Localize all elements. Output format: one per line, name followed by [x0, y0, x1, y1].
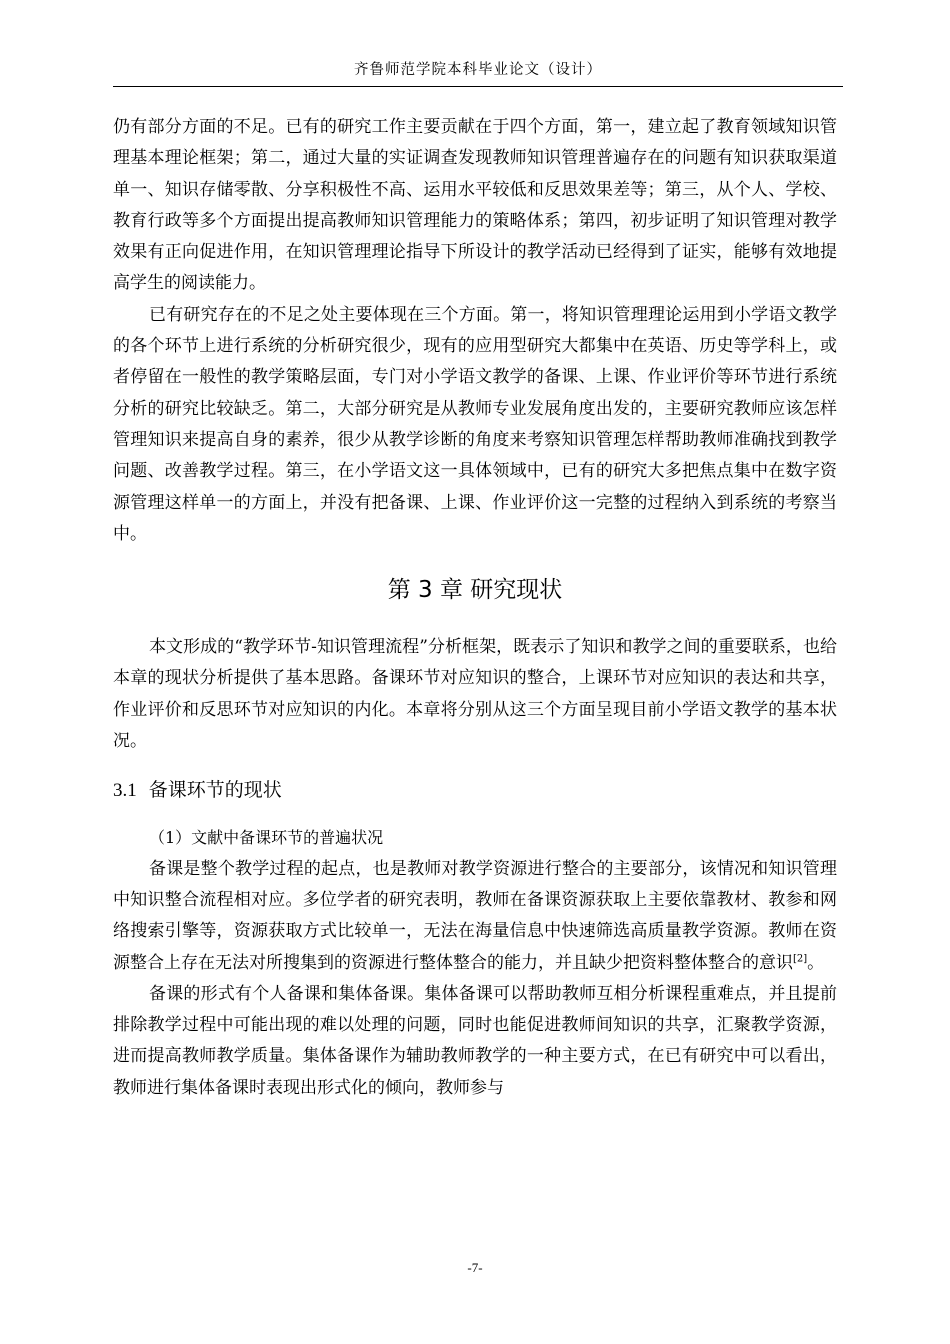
section-title: 备课环节的现状 — [148, 779, 282, 802]
page-number: -7- — [467, 1260, 483, 1275]
paragraph-2: 已有研究存在的不足之处主要体现在三个方面。第一，将知识管理理论运用到小学语文教学的各个环节上进行系统的分析研究很少，现有的应用型研究大都集中在英语、历史等学科上，或者停留在一般性的教学策略层面，专门对小学语文教学的备课、上课、作业评价等环节进行系统分析的研究比较缺乏。第二，大部分研究是从教师专业发展角度出发的，主要研究教师应该怎样管理知识来提高自身的素养，很少从教学诊断的角度来考察知识管理怎样帮助教师准确找到教学问题、改善教学过程。第三，在小学语文这一具体领域中，已有的研究大多把焦点集中在数字资源管理这样单一的方面上，并没有把备课、上课、作业评价这一完整的过程纳入到系统的考察当中。 — [113, 304, 837, 544]
subsection-heading: （1）文献中备课环节的普遍状况 — [149, 828, 384, 848]
running-header: 齐鲁师范学院本科毕业论文（设计） — [354, 62, 602, 78]
paragraph-3: 本文形成的“教学环节-知识管理流程”分析框架，既表示了知识和教学之间的重要联系，也给本章的现状分析提供了基本思路。备课环节对应知识的整合，上课环节对应知识的表达和共享，作业评价和反思环节对应知识的内化。本章将分别从这三个方面呈现目前小学语文教学的基本状况。 — [113, 637, 837, 752]
body-text — [113, 112, 837, 1104]
paragraph-1: 仍有部分方面的不足。已有的研究工作主要贡献在于四个方面，第一，建立起了教育领域知识管理基本理论框架；第二，通过大量的实证调查发现教师知识管理普遍存在的问题有知识获取渠道单一、知识存储零散、分享积极性不高、运用水平较低和反思效果差等；第三，从个人、学校、教育行政等多个方面提出提高教师知识管理能力的策略体系；第四，初步证明了知识管理对教学效果有正向促进作用，在知识管理理论指导下所设计的教学活动已经得到了证实，能够有效地提高学生的阅读能力。 — [113, 117, 837, 294]
citation-marker: [2] — [793, 952, 808, 964]
paragraph-5: 备课的形式有个人备课和集体备课。集体备课可以帮助教师互相分析课程重难点，并且提前排除教学过程中可能出现的难以处理的问题，同时也能促进教师间知识的共享，汇聚教学资源，进而提高教师教学质量。集体备课作为辅助教师教学的一种主要方式，在已有研究中可以看出，教师进行集体备课时表现出形式化的倾向，教师参与 — [113, 983, 837, 1098]
chapter-title: 第 3 章 研究现状 — [387, 577, 563, 604]
paragraph-4-text: 备课是整个教学过程的起点，也是教师对教学资源进行整合的主要部分，该情况和知识管理中知识整合流程相对应。多位学者的研究表明，教师在备课资源获取上主要依靠教材、教参和网络搜索引擎等，资源获取方式比较单一，无法在海量信息中快速筛选高质量教学资源。教师在资源整合上存在无法对所搜集到的资源进行整体整合的能力，并且缺少把资料整体整合的意识 — [113, 858, 837, 973]
paragraph-4-end: 。 — [807, 952, 825, 973]
section-heading — [113, 773, 837, 808]
header-rule — [113, 86, 843, 87]
section-number: 3.1 — [113, 780, 137, 802]
paragraph-4 — [113, 854, 837, 979]
